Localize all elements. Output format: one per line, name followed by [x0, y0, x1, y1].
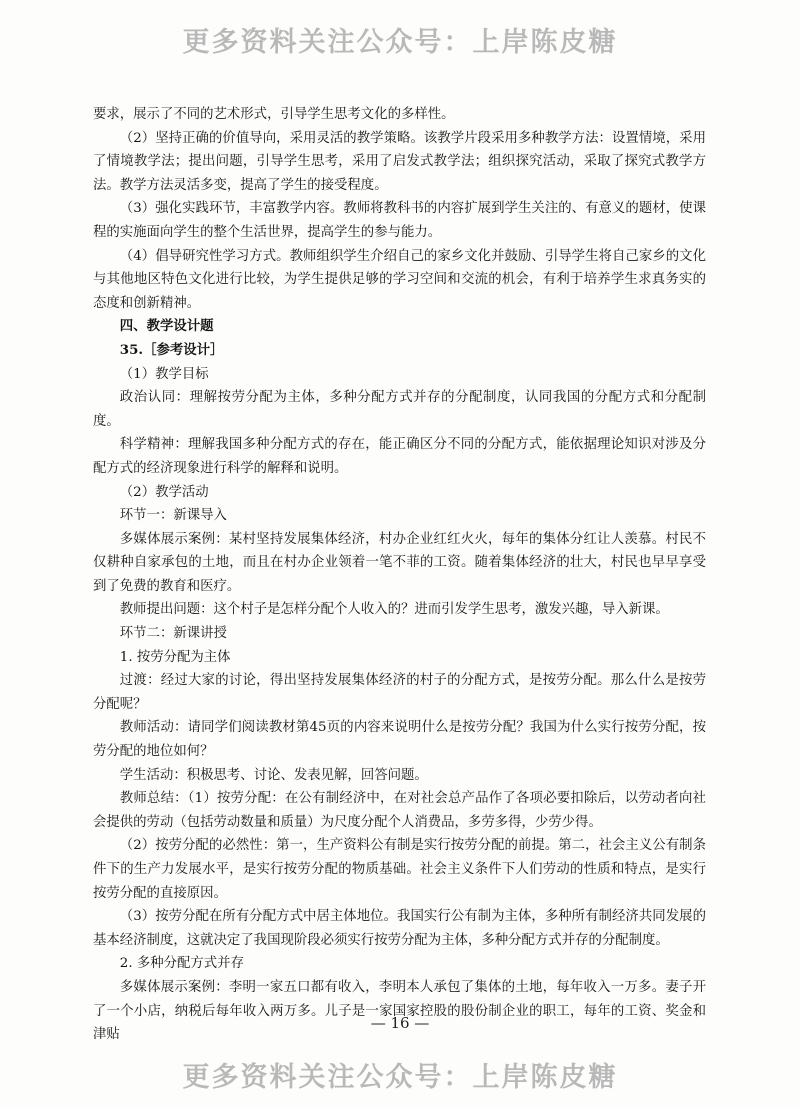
paragraph: 教师提出问题：这个村子是怎样分配个人收入的？进而引发学生思考，激发兴趣，导入新课。 [119, 602, 669, 618]
paragraph: （2）按劳分配的必然性：第一，生产资料公有制是实行按劳分配的前提。第二，社会主义公有制条件下的生产力发展水平，是实行按劳分配的物质基础。社会主义条件下人们劳动的性质和特点，是实行按劳分配的直接原因。 [93, 838, 706, 901]
paragraph: 多媒体展示案例：某村坚持发展集体经济，村办企业红红火火，每年的集体分红让人羡慕。村民不仅耕种自家承包的土地，而且在村办企业领着一笔不菲的工资。随着集体经济的壮大，村民也早早享受到了免费的教育和医疗。 [93, 531, 706, 594]
paragraph: （3）按劳分配在所有分配方式中居主体地位。我国实行公有制为主体，多种所有制经济共同发展的基本经济制度，这就决定了我国现阶段必须实行按劳分配为主体，多种分配方式并存的分配制度。 [93, 909, 706, 948]
paragraph: 过渡：经过大家的讨论，得出坚持发展集体经济的村子的分配方式，是按劳分配。那么什么是按劳分配呢？ [93, 673, 706, 712]
paragraph: （2）坚持正确的价值导向，采用灵活的教学策略。该教学片段采用多种教学方法：设置情境，采用了情境教学法；提出问题，引导学生思考，采用了启发式教学法；组织探究活动，采取了探究式教学方法。教学方法灵活多变，提高了学生的接受程度。 [93, 130, 706, 193]
paragraph: 学生活动：积极思考、讨论、发表见解，回答问题。 [119, 767, 428, 783]
paragraph: 2. 多种分配方式并存 [119, 956, 244, 972]
paragraph: （2）教学活动 [119, 484, 209, 500]
paragraph: 教师活动：请同学们阅读教材第45页的内容来说明什么是按劳分配？我国为什么实行按劳分配，按劳分配的地位如何？ [93, 720, 706, 760]
paragraph: 科学精神：理解我国多种分配方式的存在，能正确区分不同的分配方式，能依据理论知识对涉及分配方式的经济现象进行科学的解释和说明。 [93, 437, 706, 476]
paragraph: 环节一：新课导入 [119, 508, 227, 524]
paragraph: （3）强化实践环节，丰富教学内容。教师将教科书的内容扩展到学生关注的、有意义的题材，使课程的实施面向学生的整个生活世界，提高学生的参与能力。 [93, 201, 706, 240]
paragraph: 要求，展示了不同的艺术形式，引导学生思考文化的多样性。 [93, 107, 455, 122]
watermark-top: 更多资料关注公众号：上岸陈皮糖 [182, 27, 618, 58]
section-heading: 35.［参考设计］ [119, 341, 224, 358]
watermark-bottom: 更多资料关注公众号：上岸陈皮糖 [182, 1062, 618, 1093]
paragraph: （1）教学目标 [119, 366, 209, 382]
section-heading: 四、教学设计题 [119, 318, 214, 335]
paragraph: 环节二：新课讲授 [119, 626, 227, 642]
paragraph: （4）倡导研究性学习方式。教师组织学生介绍自己的家乡文化并鼓励、引导学生将自己家乡的文化与其他地区特色文化进行比较，为学生提供足够的学习空间和交流的机会，有利于培养学生求真务实的态度和创新精神。 [93, 248, 706, 311]
paragraph: 教师总结：（1）按劳分配：在公有制经济中，在对社会总产品作了各项必要扣除后，以劳动者向社会提供的劳动（包括劳动数量和质量）为尺度分配个人消费品，多劳多得，少劳少得。 [93, 791, 706, 830]
paragraph: 1. 按劳分配为主体 [119, 649, 231, 665]
paragraph: 政治认同：理解按劳分配为主体，多种分配方式并存的分配制度，认同我国的分配方式和分配制度。 [93, 390, 706, 429]
page-number: — 16 — [370, 1014, 430, 1032]
paragraph: 多媒体展示案例：李明一家五口都有收入，李明本人承包了集体的土地，每年收入一万多。妻子开了一个小店，纳税后每年收入两万多。儿子是一家国家控股的股份制企业的职工，每年的工资、奖金和津贴 [93, 979, 706, 1043]
document-body [93, 103, 706, 1047]
